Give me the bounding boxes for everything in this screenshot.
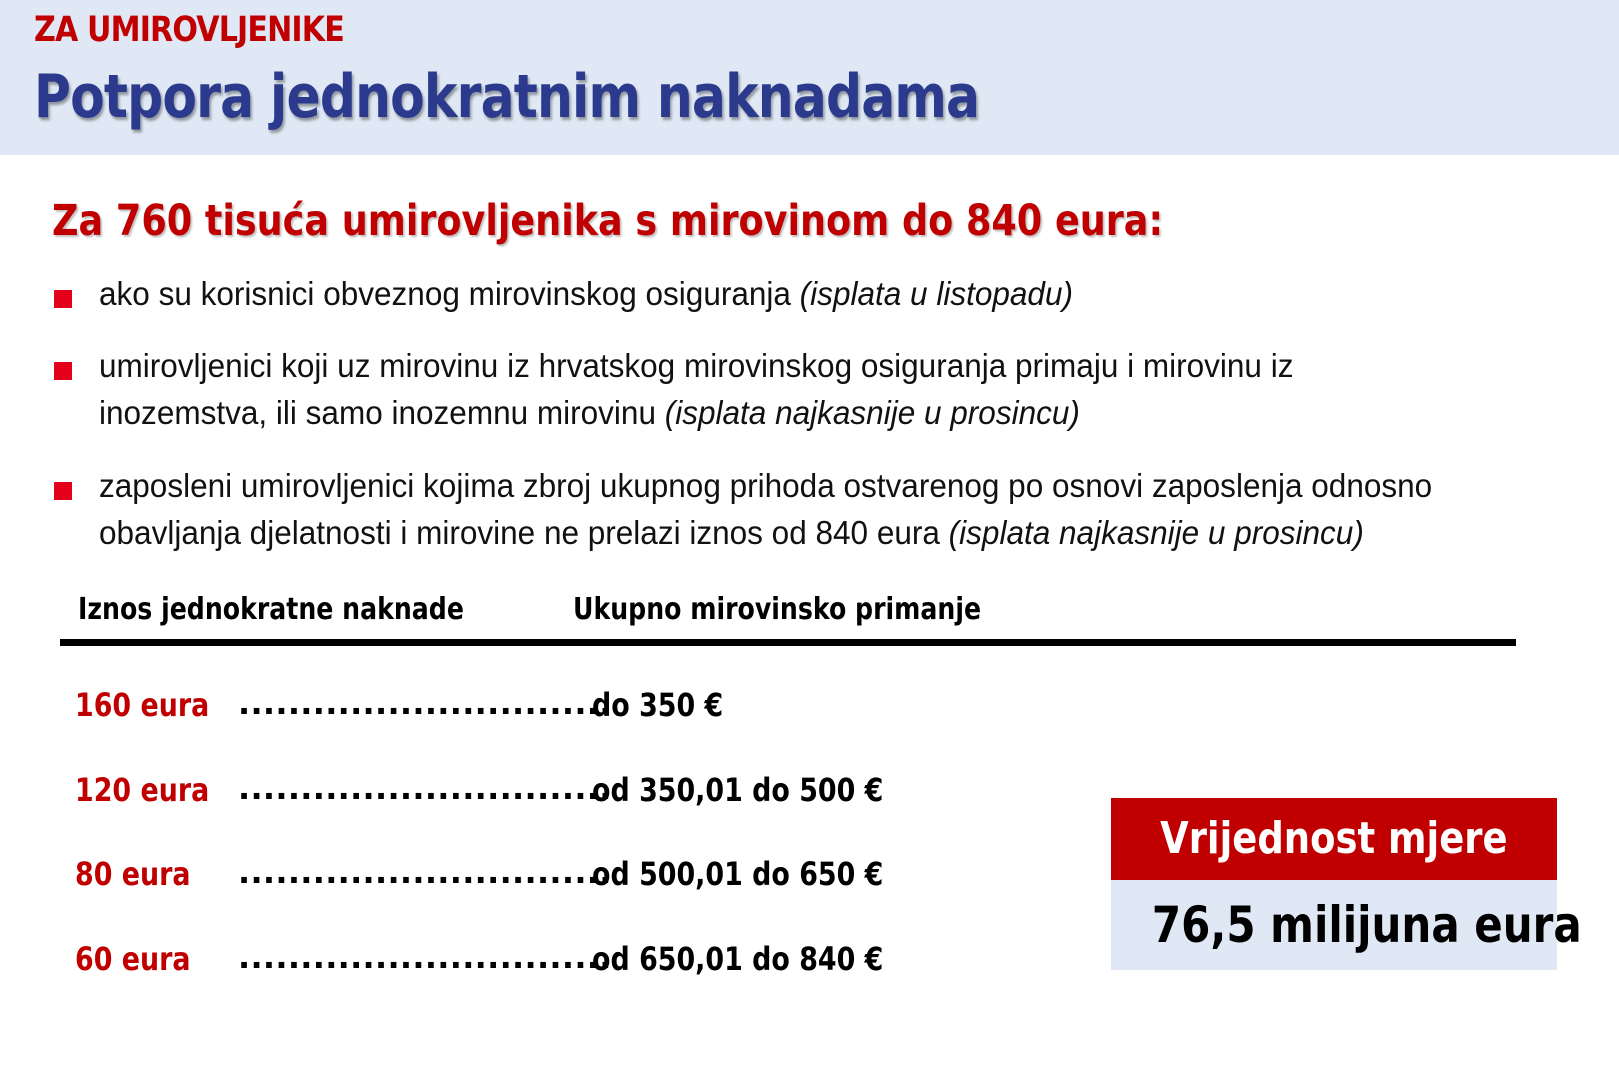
bullet-line: inozemstva, ili samo inozemnu mirovinu (isplata najkasnije u prosincu) <box>99 394 1080 431</box>
row-dots: .............................. <box>238 684 612 722</box>
row-amount: 160 eura <box>75 686 210 724</box>
measure-value-label: Vrijednost mjere <box>1111 798 1557 880</box>
row-range: od 500,01 do 650 € <box>592 855 884 893</box>
measure-value-box <box>1111 798 1582 970</box>
row-dots: .............................. <box>238 938 612 976</box>
table-rule <box>60 639 1516 646</box>
bullet-note: (isplata najkasnije u prosincu) <box>948 514 1364 551</box>
measure-value-amount: 76,5 milijuna eura <box>1111 880 1557 970</box>
bullet-line: zaposleni umirovljenici kojima zbroj ukupnog prihoda ostvarenog po osnovi zaposlenja odnosno <box>99 467 1433 504</box>
row-amount: 80 eura <box>75 855 191 893</box>
square-bullet-icon <box>54 482 72 500</box>
square-bullet-icon <box>54 362 72 380</box>
page-title: Potpora jednokratnim naknadama <box>34 62 980 132</box>
section-kicker: ZA UMIROVLJENIKE <box>34 10 344 50</box>
row-dots: .............................. <box>238 769 612 807</box>
bullet-note: (isplata najkasnije u prosincu) <box>664 394 1080 431</box>
row-dots: .............................. <box>238 853 612 891</box>
column-header-income: Ukupno mirovinsko primanje <box>573 592 982 627</box>
row-range: od 350,01 do 500 € <box>592 771 884 809</box>
bullet-line: ako su korisnici obveznog mirovinskog osiguranja (isplata u listopadu) <box>99 275 1073 312</box>
row-amount: 120 eura <box>75 771 210 809</box>
square-bullet-icon <box>54 290 72 308</box>
column-header-amount: Iznos jednokratne naknade <box>78 592 464 627</box>
bullet-line: umirovljenici koji uz mirovinu iz hrvatskog mirovinskog osiguranja primaju i mirovinu iz <box>99 347 1294 384</box>
row-amount: 60 eura <box>75 940 191 978</box>
row-range: do 350 € <box>592 686 724 724</box>
bullet-note: (isplata u listopadu) <box>799 275 1073 312</box>
row-range: od 650,01 do 840 € <box>592 940 884 978</box>
bullet-line: obavljanja djelatnosti i mirovine ne prelazi iznos od 840 eura (isplata najkasnije u prosincu) <box>99 514 1364 551</box>
headline: Za 760 tisuća umirovljenika s mirovinom do 840 eura: <box>52 196 1164 246</box>
